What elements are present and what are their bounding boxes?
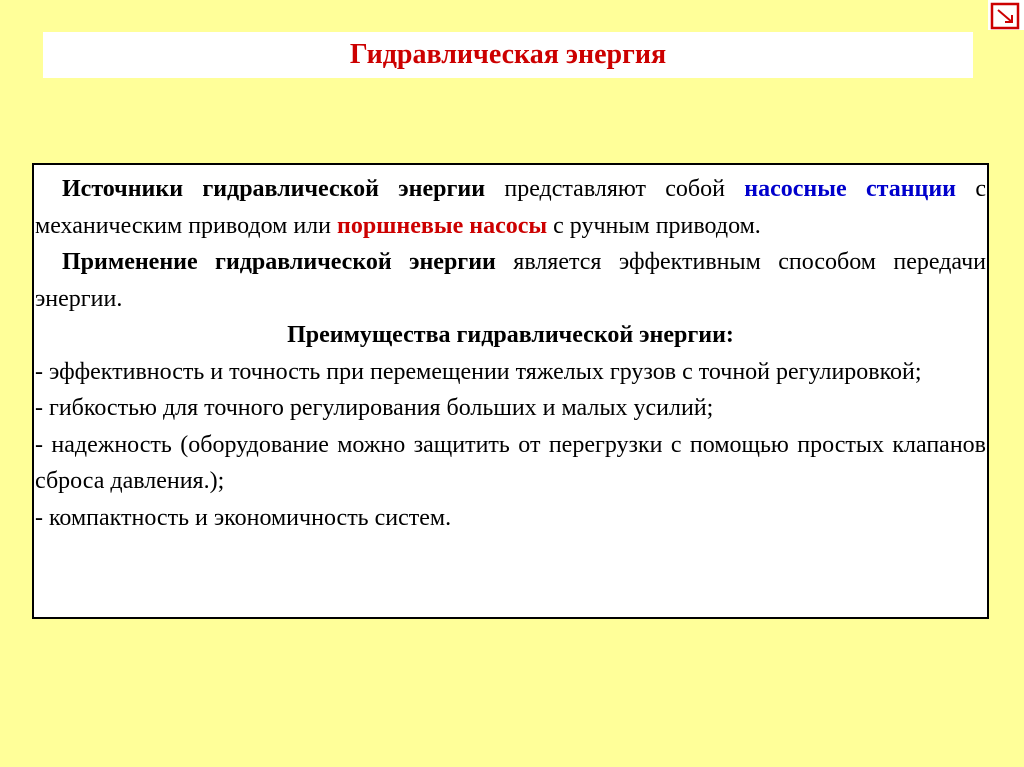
sources-term: Источники гидравлической энергии: [62, 176, 486, 202]
sources-paragraph: [35, 171, 986, 244]
advantage-item: - надежность (оборудование можно защитить от перегрузки с помощью простых клапанов сброса давления.);: [35, 431, 986, 494]
sources-text-2: с механическим приводом или: [35, 176, 986, 239]
title-bar: [43, 32, 973, 78]
advantage-item: - эффективность и точность при перемещении тяжелых грузов с точной регулировкой;: [35, 358, 922, 385]
advantage-item: - гибкостью для точного регулирования больших и малых усилий;: [35, 395, 714, 421]
slide-title: Гидравлическая энергия: [349, 39, 667, 70]
content-box: [32, 163, 989, 619]
advantages-heading: Преимущества гидравлической энергии:: [287, 322, 734, 348]
piston-pumps-term: поршневые насосы: [336, 212, 548, 239]
fullscreen-toggle-icon[interactable]: [988, 0, 1024, 30]
sources-text-3: с ручным приводом.: [547, 212, 761, 239]
sources-text-1: представляют собой: [485, 176, 745, 202]
application-paragraph: [35, 244, 986, 317]
advantage-item: - компактность и экономичность систем.: [35, 504, 452, 531]
application-text: является эффективным способом передачи энергии.: [35, 249, 987, 312]
pump-stations-term: насосные станции: [744, 176, 957, 202]
application-term: Применение гидравлической энергии: [62, 249, 496, 275]
